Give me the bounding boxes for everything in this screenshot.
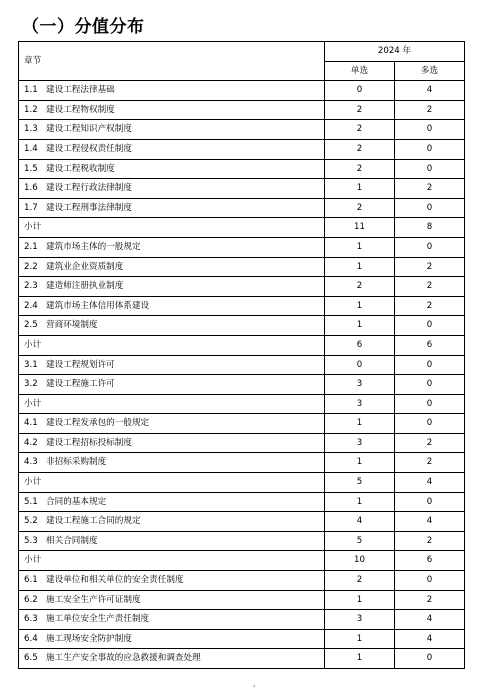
single-choice-count: 2: [325, 120, 395, 140]
subtotal-row: [19, 394, 465, 414]
single-choice-count: 5: [325, 473, 395, 493]
chapter-cell: [19, 296, 325, 316]
section-number: 6.4: [24, 633, 38, 644]
single-choice-count: 1: [325, 257, 395, 277]
chapter-cell: [19, 355, 325, 375]
chapter-name: 建设工程施工许可: [46, 379, 115, 390]
chapter-cell: [19, 492, 325, 512]
multiple-choice-count: 2: [395, 590, 465, 610]
table-row: [19, 100, 465, 120]
chapter-cell: [19, 629, 325, 649]
chapter-cell: [19, 237, 325, 257]
chapter-cell: [19, 257, 325, 277]
single-choice-count: 1: [325, 296, 395, 316]
header-single-choice: 单选: [325, 61, 395, 81]
chapter-cell: [19, 316, 325, 336]
multiple-choice-count: 0: [395, 120, 465, 140]
table-row: [19, 355, 465, 375]
chapter-name: 相关合同制度: [46, 535, 98, 546]
table-row: [19, 375, 465, 395]
table-row: [19, 257, 465, 277]
chapter-name: 建设工程行政法律制度: [46, 183, 132, 194]
chapter-name: 施工安全生产许可证制度: [46, 594, 141, 605]
single-choice-count: 5: [325, 531, 395, 551]
multiple-choice-count: 4: [395, 629, 465, 649]
single-choice-count: 1: [325, 414, 395, 434]
chapter-name: 非招标采购制度: [46, 457, 107, 468]
chapter-name: 建设工程刑事法律制度: [46, 202, 132, 213]
section-number: 4.3: [24, 457, 38, 468]
table-header-row: [19, 42, 465, 62]
subtotal-row: [19, 551, 465, 571]
score-distribution-table: [18, 41, 465, 669]
table-row: [19, 453, 465, 473]
chapter-cell: [19, 81, 325, 101]
multiple-choice-count: 2: [395, 179, 465, 199]
table-row: [19, 237, 465, 257]
chapter-name: 建设工程侵权责任制度: [46, 143, 132, 154]
table-row: [19, 159, 465, 179]
section-number: 5.3: [24, 535, 38, 546]
chapter-name: 建筑市场主体信用体系建设: [46, 300, 150, 311]
multiple-choice-count: 0: [395, 492, 465, 512]
table-body: [19, 81, 465, 669]
section-number: 2.3: [24, 281, 38, 292]
table-row: [19, 531, 465, 551]
multiple-choice-count: 2: [395, 100, 465, 120]
chapter-name: 建设工程知识产权制度: [46, 124, 132, 135]
single-choice-count: 6: [325, 335, 395, 355]
section-number: 2.1: [24, 241, 38, 252]
single-choice-count: 11: [325, 218, 395, 238]
section-number: 6.2: [24, 594, 38, 605]
chapter-cell: [19, 120, 325, 140]
table-row: [19, 512, 465, 532]
chapter-name: 建造师注册执业制度: [46, 281, 124, 292]
multiple-choice-count: 0: [395, 571, 465, 591]
section-number: 2.2: [24, 261, 38, 272]
section-number: 1.2: [24, 104, 38, 115]
chapter-cell: [19, 198, 325, 218]
single-choice-count: 10: [325, 551, 395, 571]
chapter-name: 营商环境制度: [46, 320, 98, 331]
table-row: [19, 277, 465, 297]
chapter-cell: [19, 375, 325, 395]
subtotal-label: 小计: [24, 222, 42, 233]
single-choice-count: 2: [325, 159, 395, 179]
header-year: 2024 年: [325, 42, 465, 62]
multiple-choice-count: 4: [395, 473, 465, 493]
chapter-cell: [19, 590, 325, 610]
multiple-choice-count: 2: [395, 296, 465, 316]
chapter-cell: [19, 610, 325, 630]
chapter-name: 建设工程法律基础: [46, 85, 115, 96]
single-choice-count: 2: [325, 571, 395, 591]
subtotal-row: [19, 218, 465, 238]
multiple-choice-count: 4: [395, 610, 465, 630]
multiple-choice-count: 0: [395, 198, 465, 218]
multiple-choice-count: 0: [395, 316, 465, 336]
multiple-choice-count: 2: [395, 453, 465, 473]
chapter-cell: [19, 649, 325, 669]
single-choice-count: 0: [325, 81, 395, 101]
chapter-name: 建设工程招标投标制度: [46, 437, 132, 448]
header-multiple-choice: 多选: [395, 61, 465, 81]
table-row: [19, 179, 465, 199]
chapter-cell: [19, 531, 325, 551]
multiple-choice-count: 0: [395, 414, 465, 434]
single-choice-count: 2: [325, 100, 395, 120]
chapter-cell: [19, 100, 325, 120]
subtotal-label: 小计: [24, 339, 42, 350]
chapter-cell: [19, 159, 325, 179]
multiple-choice-count: 0: [395, 355, 465, 375]
multiple-choice-count: 2: [395, 277, 465, 297]
chapter-cell: [19, 414, 325, 434]
chapter-name: 建设工程施工合同的规定: [46, 516, 141, 527]
multiple-choice-count: 0: [395, 139, 465, 159]
chapter-name: 施工现场安全防护制度: [46, 633, 132, 644]
single-choice-count: 3: [325, 610, 395, 630]
section-number: 1.1: [24, 85, 38, 96]
table-row: [19, 81, 465, 101]
table-row: [19, 649, 465, 669]
table-row: [19, 414, 465, 434]
subtotal-row: [19, 473, 465, 493]
multiple-choice-count: 0: [395, 394, 465, 414]
chapter-cell: [19, 453, 325, 473]
multiple-choice-count: 2: [395, 257, 465, 277]
section-number: 1.6: [24, 183, 38, 194]
section-number: 3.2: [24, 379, 38, 390]
table-row: [19, 610, 465, 630]
chapter-name: 建设工程税收制度: [46, 163, 115, 174]
single-choice-count: 3: [325, 375, 395, 395]
chapter-name: 合同的基本规定: [46, 496, 107, 507]
single-choice-count: 3: [325, 433, 395, 453]
multiple-choice-count: 0: [395, 237, 465, 257]
chapter-name: 建设工程规划许可: [46, 359, 115, 370]
single-choice-count: 1: [325, 453, 395, 473]
chapter-name: 建筑业企业资质制度: [46, 261, 124, 272]
section-number: 6.5: [24, 653, 38, 664]
single-choice-count: 1: [325, 179, 395, 199]
section-number: 5.1: [24, 496, 38, 507]
section-number: 1.3: [24, 124, 38, 135]
chapter-cell: [19, 433, 325, 453]
table-row: [19, 296, 465, 316]
chapter-name: 建设单位和相关单位的安全责任制度: [46, 575, 184, 586]
single-choice-count: 1: [325, 237, 395, 257]
header-chapter: 章节: [19, 42, 325, 81]
multiple-choice-count: 0: [395, 375, 465, 395]
table-row: [19, 590, 465, 610]
table-row: [19, 629, 465, 649]
chapter-cell: [19, 394, 325, 414]
chapter-cell: [19, 277, 325, 297]
chapter-cell: [19, 218, 325, 238]
section-number: 6.1: [24, 575, 38, 586]
single-choice-count: 2: [325, 139, 395, 159]
table-row: [19, 198, 465, 218]
multiple-choice-count: 2: [395, 531, 465, 551]
chapter-cell: [19, 473, 325, 493]
section-number: 4.2: [24, 437, 38, 448]
section-number: 1.7: [24, 202, 38, 213]
chapter-cell: [19, 179, 325, 199]
chapter-name: 施工单位安全生产责任制度: [46, 614, 150, 625]
multiple-choice-count: 2: [395, 433, 465, 453]
single-choice-count: 2: [325, 277, 395, 297]
table-row: [19, 120, 465, 140]
table-row: [19, 492, 465, 512]
section-number: 2.5: [24, 320, 38, 331]
chapter-cell: [19, 571, 325, 591]
chapter-cell: [19, 335, 325, 355]
multiple-choice-count: 6: [395, 551, 465, 571]
multiple-choice-count: 4: [395, 81, 465, 101]
table-row: [19, 433, 465, 453]
single-choice-count: 3: [325, 394, 395, 414]
single-choice-count: 4: [325, 512, 395, 532]
multiple-choice-count: 6: [395, 335, 465, 355]
multiple-choice-count: 8: [395, 218, 465, 238]
section-title: （一）分值分布: [22, 17, 145, 37]
section-number: 2.4: [24, 300, 38, 311]
subtotal-row: [19, 335, 465, 355]
chapter-name: 建设工程发承包的一般规定: [46, 418, 150, 429]
section-number: 3.1: [24, 359, 38, 370]
section-number: 1.4: [24, 143, 38, 154]
chapter-name: 建设工程物权制度: [46, 104, 115, 115]
chapter-name: 施工生产安全事故的应急救援和调查处理: [46, 653, 201, 664]
single-choice-count: 1: [325, 316, 395, 336]
single-choice-count: 2: [325, 198, 395, 218]
multiple-choice-count: 0: [395, 159, 465, 179]
single-choice-count: 1: [325, 492, 395, 512]
chapter-cell: [19, 512, 325, 532]
table-row: [19, 139, 465, 159]
multiple-choice-count: 0: [395, 649, 465, 669]
subtotal-label: 小计: [24, 555, 42, 566]
section-number: 6.3: [24, 614, 38, 625]
section-number: 5.2: [24, 516, 38, 527]
page-footer-mark: ': [253, 684, 256, 693]
chapter-cell: [19, 551, 325, 571]
section-number: 4.1: [24, 418, 38, 429]
table-row: [19, 571, 465, 591]
chapter-cell: [19, 139, 325, 159]
single-choice-count: 0: [325, 355, 395, 375]
subtotal-label: 小计: [24, 477, 42, 488]
multiple-choice-count: 4: [395, 512, 465, 532]
single-choice-count: 1: [325, 649, 395, 669]
single-choice-count: 1: [325, 590, 395, 610]
subtotal-label: 小计: [24, 398, 42, 409]
section-number: 1.5: [24, 163, 38, 174]
single-choice-count: 1: [325, 629, 395, 649]
table-row: [19, 316, 465, 336]
chapter-name: 建筑市场主体的一般规定: [46, 241, 141, 252]
